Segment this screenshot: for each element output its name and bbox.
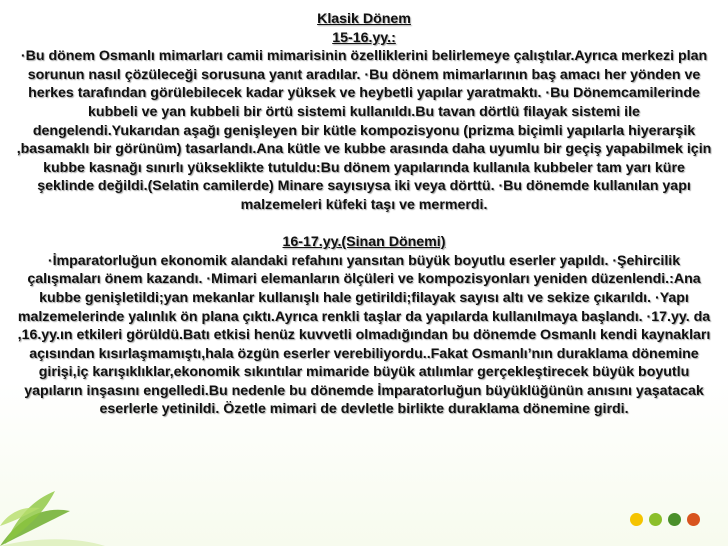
dark-green-dot bbox=[668, 513, 681, 526]
section-title-sinan: 16-17.yy.(Sinan Dönemi) bbox=[282, 234, 446, 251]
light-green-dot bbox=[649, 513, 662, 526]
green-leaves-icon bbox=[0, 466, 110, 546]
main-text bbox=[14, 10, 714, 419]
yellow-dot bbox=[630, 513, 643, 526]
paragraph-classic: ·Bu dönem Osmanlı mimarları camii mimarisinin özelliklerini belirlemeye çalıştılar.Ayrıca merkezi plan sorunun nasıl çözüleceği sorusuna yanıt aradılar. ·Bu dönem mimarlarının baş amacı her yönden ve herkes tarafından görülebilecek kadar yüksek ve heybetli yapılar yaratmaktı. ·Bu Dönemcamilerinde kubbeli ve yan kubbeli bir örtü sistemi kullanıldı.Bu tavan dörtlü filayak sistemi ile dengelendi.Yukarıdan aşağı genişleyen bir kütle kompozisyonu (prizma biçimli yapılarla hiyerarşik ,basamaklı bir görünüm) tasarlandı.Ana kütle ve kubbe arasında daha uyumlu bir geçiş yapabilmek için kubbe kasnağı sınırlı yükseklikte tutuldu:Bu dönem yapılarında kullanıla kubbeler tam yarı küre şeklinde değildi.(Selatin camilerde) Minare sayısıysa iki veya dörttü. ·Bu dönemde kullanılan yapı malzemeleri küfeki taşı ve mermerdi. bbox=[16, 48, 712, 213]
decorative-dots bbox=[630, 513, 700, 526]
section-title-classic: Klasik Dönem bbox=[317, 11, 411, 27]
orange-dot bbox=[687, 513, 700, 526]
paragraph-sinan: ·İmparatorluğun ekonomik alandaki refahını yansıtan büyük boyutlu eserler yapıldı. ·Şehircilik çalışmaları önem kazandı. ·Mimari elemanların ölçüleri ve kompozisyonları yeniden düzenlendi.:Ana kubbe genişletildi;yan mekanlar kullanışlı hale getirildi;filayak sayısı altı ve sekize çıkarıldı. ·Yapı malzemelerinde yalınlık ön plana çıktı.Ayrıca renkli taşlar da yapılarda kullanılmaya başlandı. ·17.yy. da ,16.yy.ın etkileri görüldü.Batı etkisi henüz kuvvetli olmadığından bu dönemde Osmanlı kendi kaynakları açısından kısırlaşmamıştı,hala özgün eserler verebiliyordu..Fakat Osmanlı’nın duraklama dönemine girişi,iç karışıklıklar,ekonomik sıkıntılar mimaride büyük atılımlar gerçekleştirecek büyük boyutlu yapıların inşasını engelledi.Bu nedenle bu dönemde İmparatorluğun büyüklüğünün anısını yaşatacak eserlerle yetinildi. Özetle mimari de devletle birlikte duraklama dönemine girdi. bbox=[17, 252, 711, 418]
section-subtitle-century: 15-16.yy.: bbox=[332, 29, 396, 46]
